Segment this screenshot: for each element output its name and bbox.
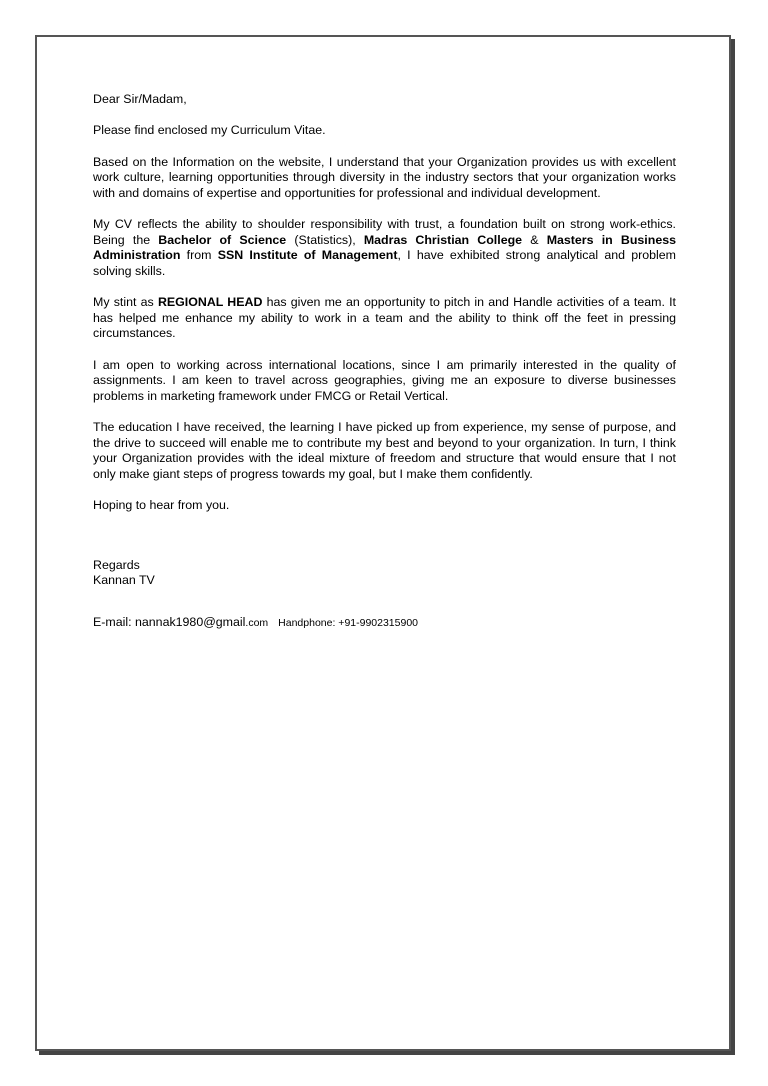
contact-line	[93, 615, 676, 632]
paragraph-experience	[93, 295, 676, 342]
degree-mba: Masters in Business Administration	[93, 232, 676, 263]
phone-number: Handphone: +91-9902315900	[278, 616, 419, 629]
role-title: REGIONAL HEAD	[157, 295, 263, 310]
signoff	[93, 558, 676, 589]
institute-name: SSN Institute of Management	[217, 248, 398, 263]
experience-text-1: My stint as	[93, 295, 158, 310]
paragraph-enclosure: Please find enclosed my Curriculum Vitae.	[93, 123, 326, 138]
email-address: nannak1980@gmail	[135, 614, 246, 629]
experience-text-2: has given me an opportunity to pitch in and Handle activities of a team. It has helped me enhance my ability to work in a team and the ability to think off the feet in pressing circumstances.	[93, 295, 676, 341]
paragraph-organization: Based on the Information on the website, I understand that your Organization provides us with excellent work culture, learning opportunities through diversity in the industry sectors that your organization works with and domains of expertise and opportunities for professional and individual development.	[93, 154, 676, 200]
qualifications-text-1: My CV reflects the ability to shoulder responsibility with trust, a foundation built on strong work-ethics. Being the	[93, 217, 676, 247]
qualifications-text-2: (Statistics),	[286, 232, 364, 247]
sender-name: Kannan TV	[93, 573, 155, 588]
paragraph-relocation: I am open to working across international locations, since I am primarily interested in the quality of assignments. I am keen to travel across geographies, giving me an exposure to diverse businesses problems in marketing framework under FMCG or Retail Vertical.	[93, 357, 676, 403]
salutation: Dear Sir/Madam,	[93, 92, 187, 106]
cover-letter	[93, 92, 676, 631]
qualifications-text-4: from	[180, 248, 218, 263]
paragraph-qualifications	[93, 217, 676, 279]
qualifications-text-5: , I have exhibited strong analytical and problem solving skills.	[93, 248, 676, 278]
closing-line: Hoping to hear from you.	[93, 498, 230, 513]
qualifications-text-3: &	[522, 232, 547, 247]
college-name: Madras Christian College	[363, 232, 523, 247]
degree-bsc: Bachelor of Science	[158, 232, 287, 247]
email-label: E-mail:	[93, 614, 135, 629]
regards-text: Regards	[93, 557, 140, 572]
paragraph-closing: The education I have received, the learning I have picked up from experience, my sense of purpose, and the drive to succeed will enable me to contribute my best and beyond to your organization. In turn, I think your Organization provides with the ideal mixture of freedom and structure that would ensure that I not only make giant steps of progress towards my goal, but I make them confidently.	[93, 420, 676, 481]
email-domain: .com	[245, 616, 269, 629]
